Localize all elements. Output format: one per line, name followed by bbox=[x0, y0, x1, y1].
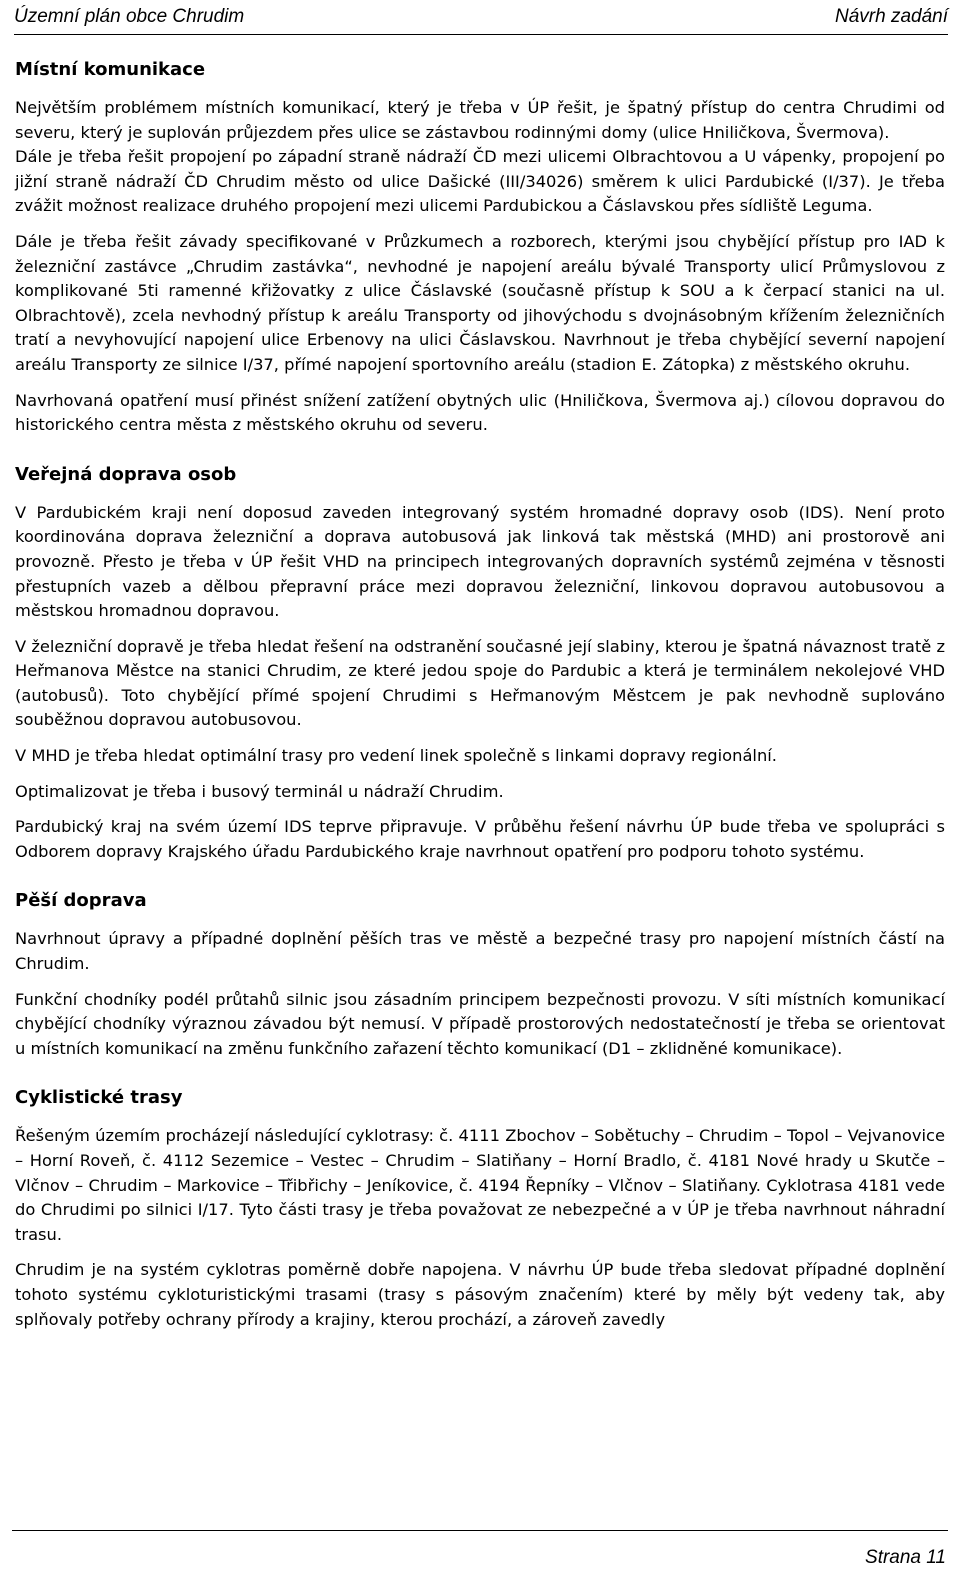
section-heading: Místní komunikace bbox=[15, 59, 206, 80]
paragraph: Dále je třeba řešit propojení po západní straně nádraží ČD mezi ulicemi Olbrachtovou a U vápenky, propojení po jižní straně nádraží ČD Chrudim město od ulice Dašické (III/34026) směrem k ulici Pardubické (I/37). Je třeba zvážit možnost realizace druhého propojení mezi ulicemi Pardubickou a Čáslavskou přes sídliště Leguma. bbox=[15, 147, 945, 216]
paragraph: V Pardubickém kraji není doposud zaveden integrovaný systém hromadné dopravy osob (IDS). Není proto koordinována doprava železniční a doprava autobusová jak linková tak městská (MHD) ani prostorově ani provozně. Přesto je třeba v ÚP řešit VHD na principech integrovaných dopravních systémů zejména v těsnosti přestupních vazeb a dělbou přepravní práce mezi dopravou železniční, linkovou dopravou autobusovou a městskou hromadnou dopravou. bbox=[15, 502, 945, 621]
paragraph: Řešeným územím procházejí následující cyklotrasy: č. 4111 Zbochov – Sobětuchy – Chrudim – Topol – Vejvanovice – Horní Roveň, č. 4112 Sezemice – Vestec – Chrudim – Slatiňany – Horní Bradlo, č. 4181 Nové hrady u Skutče – Vlčnov – Chrudim – Markovice – Třibřichy – Jeníkovice, č. 4194 Řepníky – Vlčnov – Slatiňany. Cyklotrasa 4181 vede do Chrudimi po silnici I/17. Tyto části trasy je třeba považovat ze nebezpečné a v ÚP je třeba navrhnout náhradní trasu. bbox=[15, 1126, 945, 1244]
section-heading: Veřejná doprava osob bbox=[15, 463, 237, 485]
page-number: Strana 11 bbox=[865, 1547, 946, 1568]
paragraph: Optimalizovat je třeba i busový terminál u nádraží Chrudim. bbox=[15, 781, 504, 801]
document-body bbox=[15, 58, 945, 1343]
section-heading: Cyklistické trasy bbox=[15, 1087, 183, 1109]
document-subtitle: Návrh zadání bbox=[834, 6, 948, 27]
section-heading: Pěší doprava bbox=[15, 890, 147, 912]
page-footer bbox=[12, 1530, 948, 1571]
paragraph: Navrhnout úpravy a případné doplnění pěších tras ve městě a bezpečné trasy pro napojení místních částí na Chrudim. bbox=[15, 929, 945, 974]
paragraph: Chrudim je na systém cyklotras poměrně dobře napojena. V návrhu ÚP bude třeba sledovat případné doplnění tohoto systému cykloturistickými trasami (trasy s pásovým značením) které by měly být vedeny tak, aby splňovaly potřeby ochrany přírody a krajiny, kterou prochází, a zároveň zavedly bbox=[15, 1260, 945, 1329]
paragraph: Největším problémem místních komunikací, který je třeba v ÚP řešit, je špatný přístup do centra Chrudimi od severu, který je suplován průjezdem přes ulice se zástavbou rodinnými domy (ulice Hniličkova, Švermova). bbox=[15, 98, 945, 142]
page-header bbox=[14, 2, 948, 35]
document-title: Územní plán obce Chrudim bbox=[14, 6, 245, 27]
paragraph: Dále je třeba řešit závady specifikované v Průzkumech a rozborech, kterými jsou chybějící přístup pro IAD k železniční zastávce „Chrudim zastávka“, nevhodné je napojení areálu bývalé Transporty ulicí Průmyslovou z komplikované 5ti ramenné křižovatky z ulice Čáslavské (současně přístup k SOU a k čerpací stanici na ul. Olbrachtově), zcela nevhodný přístup k areálu Transporty od jihovýchodu s dvojnásobným křížením železničních tratí a nevyhovující napojení ulice Erbenovy na ulici Čáslavskou. Navrhnout je třeba chybějící severní napojení areálu Transporty ze silnice I/37, přímé napojení sportovního areálu (stadion E. Zátopka) z městského okruhu. bbox=[15, 231, 945, 374]
paragraph: Funkční chodníky podél průtahů silnic jsou zásadním principem bezpečnosti provozu. V síti místních komunikací chybějící chodníky výraznou závadou být nemusí. V případě prostorových nedostatečností je třeba se orientovat u místních komunikací na změnu funkčního zařazení těchto komunikací (D1 – zklidněné komunikace). bbox=[15, 989, 945, 1058]
paragraph: Pardubický kraj na svém území IDS teprve připravuje. V průběhu řešení návrhu ÚP bude třeba ve spolupráci s Odborem dopravy Krajského úřadu Pardubického kraje navrhnout opatření pro podporu tohoto systému. bbox=[15, 817, 945, 861]
paragraph: V železniční dopravě je třeba hledat řešení na odstranění současné její slabiny, kterou je špatná návaznost tratě z Heřmanova Městce na stanici Chrudim, ze které jedou spoje do Pardubic a která je terminálem nekolejové VHD (autobusů). Toto chybějící přímé spojení Chrudimi s Heřmanovým Městcem je pak nevhodně suplováno souběžnou dopravou autobusovou. bbox=[15, 636, 945, 730]
paragraph: Navrhovaná opatření musí přinést snížení zatížení obytných ulic (Hniličkova, Švermova aj.) cílovou dopravou do historického centra města z městského okruhu od severu. bbox=[15, 390, 945, 435]
paragraph: V MHD je třeba hledat optimální trasy pro vedení linek společně s linkami dopravy regionální. bbox=[15, 746, 777, 766]
